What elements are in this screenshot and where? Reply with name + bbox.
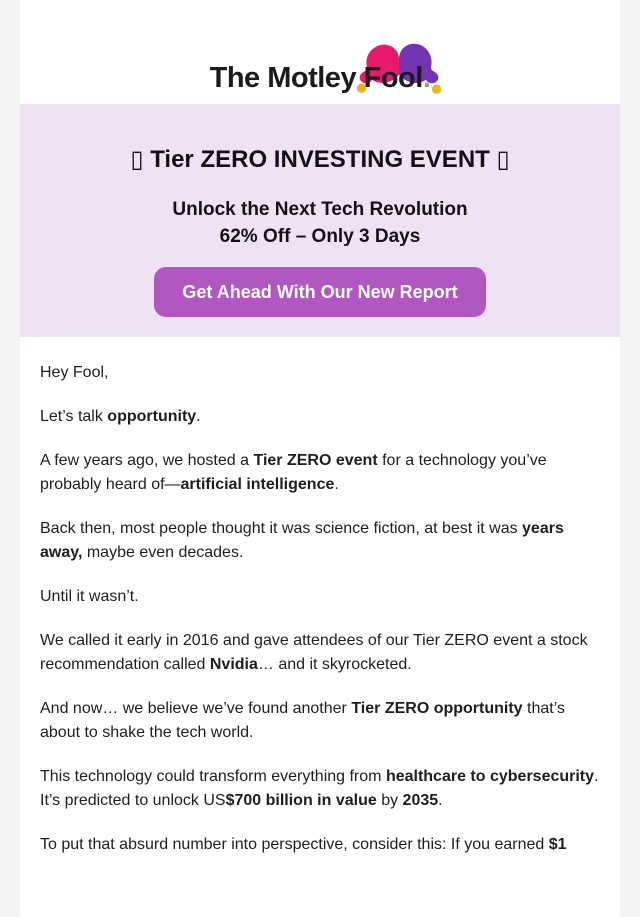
body-paragraph: To put that absurd number into perspective, consider this: If you earned $1 <box>40 836 567 853</box>
body-paragraph: A few years ago, we hosted a Tier ZERO event for a technology you’ve probably heard of—artificial intelligence. <box>40 452 547 493</box>
body-paragraph: Hey Fool, <box>40 364 109 381</box>
banner-subtitle-line1: Unlock the Next Tech Revolution <box>172 199 468 220</box>
email-container <box>20 0 620 917</box>
banner-title: ▯ Tier ZERO INVESTING EVENT ▯ <box>130 146 510 173</box>
email-body <box>20 337 620 917</box>
promo-banner <box>20 104 620 337</box>
body-paragraph: This technology could transform everything from healthcare to cybersecurity. It’s predicted to unlock US$700 billion in value by 2035. <box>40 768 599 809</box>
banner-subtitle-line2: 62% Off – Only 3 Days <box>219 226 421 247</box>
body-paragraph: And now… we believe we’ve found another Tier ZERO opportunity that’s about to shake the tech world. <box>40 700 565 741</box>
body-paragraph: Let’s talk opportunity. <box>40 408 201 425</box>
email-header <box>20 0 620 104</box>
motley-fool-logo[interactable] <box>210 62 431 104</box>
banner-subtitle <box>40 196 600 250</box>
body-paragraph: We called it early in 2016 and gave attendees of our Tier ZERO event a stock recommendation called Nvidia… and it skyrocketed. <box>40 632 588 673</box>
body-paragraph: Back then, most people thought it was science fiction, at best it was years away, maybe even decades. <box>40 520 564 561</box>
cta-button[interactable]: Get Ahead With Our New Report <box>154 267 485 317</box>
logo-period: . <box>422 62 431 94</box>
jester-cap-bell-right <box>432 84 441 93</box>
body-paragraph: Until it wasn’t. <box>40 588 139 605</box>
logo-text: The Motley Fool. <box>209 62 431 94</box>
